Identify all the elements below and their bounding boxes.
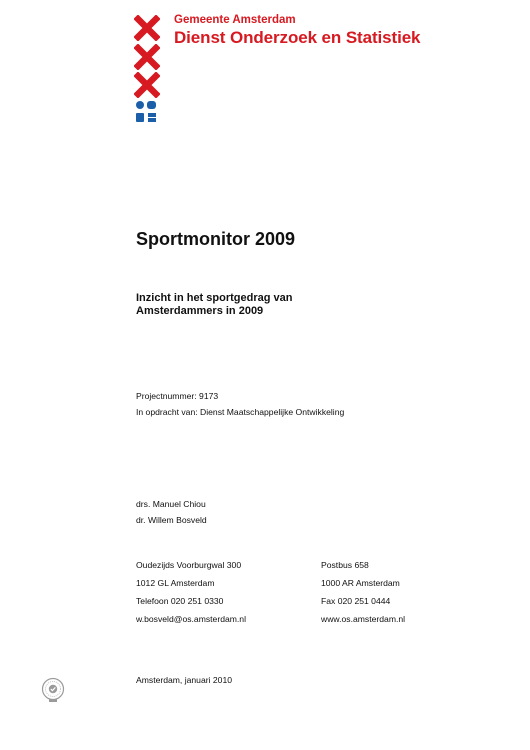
commissioned-by: In opdracht van: Dienst Maatschappelijke Ontwikkeling — [136, 407, 345, 417]
brand-municipality: Gemeente Amsterdam — [174, 14, 296, 26]
os-logo-icon — [135, 100, 159, 124]
author: drs. Manuel Chiou — [136, 499, 206, 509]
address-postcode: 1012 GL Amsterdam — [136, 578, 215, 588]
place-date: Amsterdam, januari 2010 — [136, 675, 233, 685]
brand-department: Dienst Onderzoek en Statistiek — [174, 28, 421, 47]
x-cross-icon — [134, 44, 160, 70]
phone: Telefoon 020 251 0330 — [136, 596, 224, 606]
author: dr. Willem Bosveld — [136, 515, 207, 525]
email-link[interactable]: w.bosveld@os.amsterdam.nl — [136, 614, 246, 624]
certification-seal-icon — [40, 677, 66, 703]
document-title: Sportmonitor 2009 — [136, 229, 296, 249]
po-box-postcode: 1000 AR Amsterdam — [321, 578, 400, 588]
fax: Fax 020 251 0444 — [321, 596, 391, 606]
project-number: Projectnummer: 9173 — [136, 391, 219, 401]
address-street: Oudezijds Voorburgwal 300 — [136, 560, 242, 570]
document-subtitle — [136, 292, 292, 318]
x-cross-icon — [134, 15, 160, 41]
subtitle-line: Inzicht in het sportgedrag van — [136, 292, 293, 304]
subtitle-line: Amsterdammers in 2009 — [136, 305, 264, 317]
website-link[interactable]: www.os.amsterdam.nl — [321, 614, 406, 624]
po-box: Postbus 658 — [321, 560, 369, 570]
x-cross-icon — [134, 72, 160, 98]
